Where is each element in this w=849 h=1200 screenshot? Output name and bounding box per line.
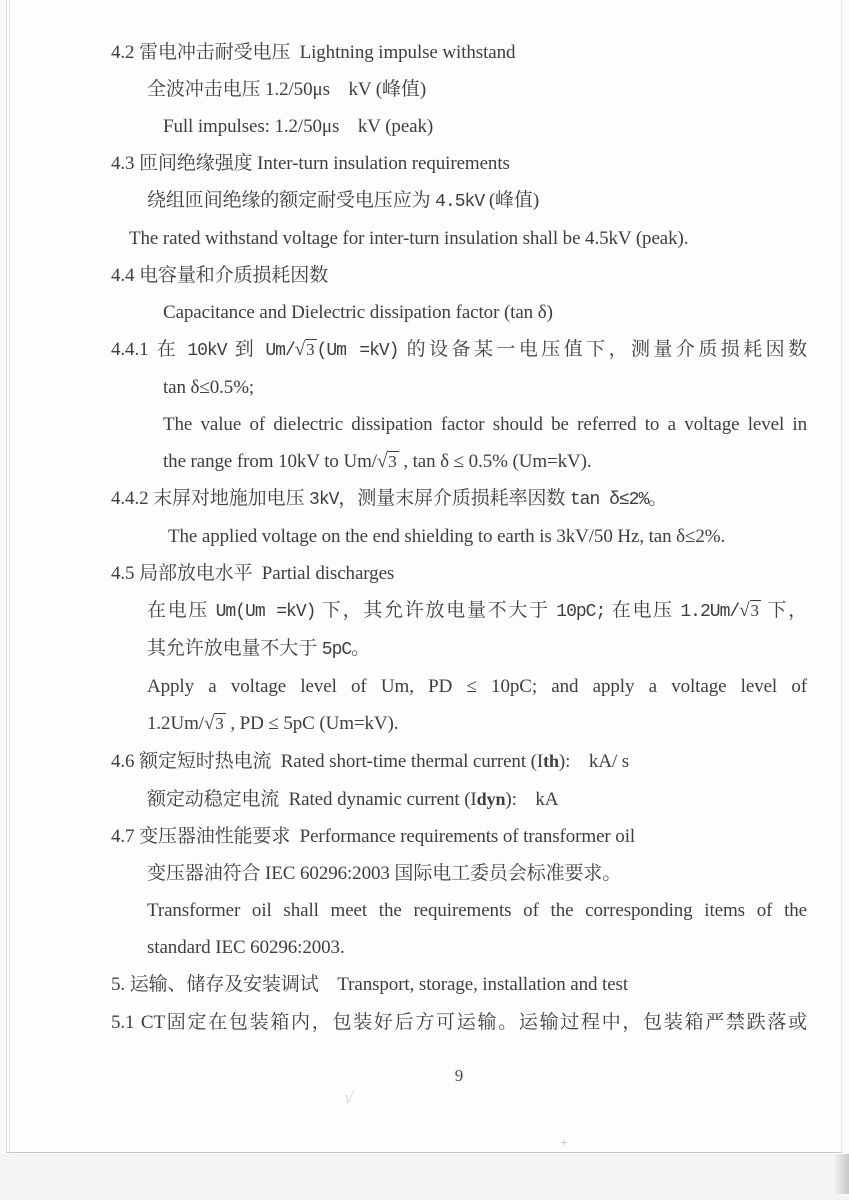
page-corner-shadow <box>833 1154 849 1194</box>
text-segment: 其允许放电量不大于 <box>147 638 322 659</box>
pencil-plus-artifact: + <box>560 1136 568 1151</box>
text-segment: 5pC <box>321 640 352 660</box>
text-segment: Full impulses: 1.2/50μs kV (peak) <box>163 116 434 137</box>
text-segment: 4.2 雷电冲击耐受电压 Lightning impulse withstand <box>111 42 516 63</box>
scanner-background <box>0 1154 849 1200</box>
transformer-oil-en-line1 <box>147 898 807 924</box>
text-segment: 4.4.1 在 <box>111 339 188 360</box>
text-segment: 1.2Um/ <box>680 602 740 622</box>
page-number: 9 <box>454 1066 464 1085</box>
text-segment: 下，其允许放电量不大于 <box>315 600 557 621</box>
text-segment: 在电压 <box>605 600 681 621</box>
text-segment: 全波冲击电压 1.2/50μs kV (峰值) <box>147 79 427 100</box>
tan-delta-limit <box>163 375 807 401</box>
text-segment: 4.3 匝间绝缘强度 Inter-turn insulation requirements <box>111 153 510 174</box>
text-segment: 额定动稳定电流 Rated dynamic current (I <box>147 789 477 810</box>
text-segment: ，测量末屏介质损耗率因数 <box>338 488 570 509</box>
text-segment: 在电压 <box>147 600 216 621</box>
text-segment: Capacitance and Dielectric dissipation factor (tan δ) <box>163 302 553 323</box>
interturn-rated-en <box>129 226 807 252</box>
text-segment: 绕组匝间绝缘的额定耐受电压应为 <box>147 190 436 211</box>
square-root-expression: √3 <box>739 600 759 621</box>
text-segment: 4.7 变压器油性能要求 Performance requirements of transformer oil <box>111 826 636 847</box>
text-segment: 下， <box>760 600 807 621</box>
text-segment: th <box>543 751 559 771</box>
partial-discharge-cn-line2 <box>147 636 807 663</box>
text-segment: , PD ≤ 5pC (Um=kV). <box>225 713 399 734</box>
transformer-oil-en-line2 <box>147 935 807 961</box>
partial-discharge-en-line2 <box>147 711 807 737</box>
section-4-6-heading <box>111 748 807 775</box>
text-segment: tan δ≤0.5%; <box>163 377 255 398</box>
text-segment: standard IEC 60296:2003. <box>147 937 345 958</box>
text-segment: , tan δ ≤ 0.5% (Um=kV). <box>398 451 592 472</box>
text-segment: The rated withstand voltage for inter-turn insulation shall be 4.5kV (peak). <box>129 228 689 249</box>
section-4-7-heading <box>111 824 807 850</box>
text-segment: The value of dielectric dissipation factor should be referred to a voltage level in <box>163 414 807 435</box>
section-4-4-heading-en <box>163 300 807 326</box>
document-content <box>111 40 807 1086</box>
text-segment: 4.4 电容量和介质损耗因数 <box>111 265 329 286</box>
full-wave-impulse-cn <box>147 77 807 103</box>
text-segment: dyn <box>476 789 506 809</box>
text-segment: 4.6 额定短时热电流 Rated short-time thermal current (I <box>111 751 544 772</box>
section-4-4-1-cn <box>111 337 807 364</box>
text-segment: 。 <box>648 488 668 509</box>
rated-dynamic-current <box>147 786 807 813</box>
text-segment: (峰值) <box>484 190 540 211</box>
text-segment: tan δ≤2% <box>569 490 649 510</box>
text-segment: 4.5kV <box>435 192 485 212</box>
section-4-3-heading <box>111 151 807 177</box>
section-5-heading <box>111 972 807 998</box>
text-segment: 1.2Um/ <box>147 713 204 734</box>
section-4-4-heading-cn <box>111 263 807 289</box>
text-segment: 10kV <box>187 341 227 361</box>
section-5-1-text <box>111 1010 807 1036</box>
section-4-4-2-en <box>168 524 807 550</box>
text-segment: 4.5 局部放电水平 Partial discharges <box>111 563 395 584</box>
square-root-expression: √3 <box>294 339 315 360</box>
text-segment: ): kA <box>505 789 559 810</box>
page-left-edge <box>9 0 10 1153</box>
interturn-rated-cn <box>147 188 807 215</box>
text-segment: 。 <box>351 638 371 659</box>
section-4-5-heading <box>111 561 807 587</box>
text-segment: (Um =kV) <box>316 341 399 361</box>
text-segment: 4.4.2 末屏对地施加电压 <box>111 488 310 509</box>
text-segment: Um/ <box>265 341 295 361</box>
text-segment: 的设备某一电压值下，测量介质损耗因数 <box>398 339 808 360</box>
square-root-expression: √3 <box>376 451 397 472</box>
section-4-4-1-en-line1 <box>163 412 807 438</box>
text-segment: Transformer oil shall meet the requirements of the corresponding items of the <box>147 900 807 921</box>
partial-discharge-en-line1 <box>147 674 807 700</box>
text-segment: 3kV <box>309 490 339 510</box>
square-root-expression: √3 <box>203 713 224 734</box>
pencil-check-artifact: √ <box>342 1087 355 1108</box>
document-page <box>6 0 842 1153</box>
section-4-4-2-cn <box>111 486 807 513</box>
full-impulses-en <box>163 114 807 140</box>
text-segment: Um(Um =kV) <box>215 602 316 622</box>
section-4-4-1-en-line2 <box>163 449 807 475</box>
section-4-2-heading <box>111 40 807 66</box>
text-segment: 到 <box>226 339 266 360</box>
partial-discharge-cn-line1 <box>147 598 807 625</box>
text-segment: 5. 运输、储存及安装调试 Transport, storage, installation and test <box>111 974 629 995</box>
text-segment: Apply a voltage level of Um, PD ≤ 10pC; and apply a voltage level of <box>147 676 807 697</box>
text-segment: 10pC; <box>556 602 606 622</box>
text-segment: The applied voltage on the end shielding to earth is 3kV/50 Hz, tan δ≤2%. <box>168 526 726 547</box>
document-lines <box>111 40 807 1036</box>
text-segment: 5.1 CT固定在包装箱内，包装好后方可运输。运输过程中，包装箱严禁跌落或 <box>111 1012 807 1033</box>
text-segment: the range from 10kV to Um/ <box>163 451 377 472</box>
text-segment: 变压器油符合 IEC 60296:2003 国际电工委员会标准要求。 <box>147 863 622 884</box>
transformer-oil-cn <box>147 861 807 887</box>
text-segment: ): kA/ s <box>558 751 630 772</box>
